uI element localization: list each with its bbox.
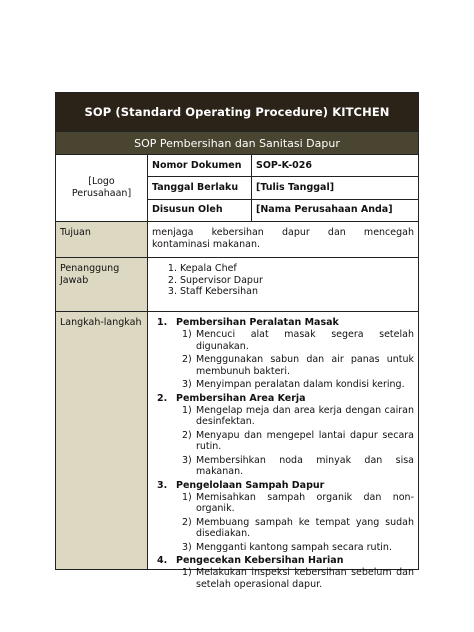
step-subitem [182,430,414,453]
subitem-number: 3) [182,379,192,390]
subitem-number: 1) [182,329,192,340]
tujuan-text: menjaga kebersihan dapur dan mencegah kontaminasi makanan. [152,227,414,250]
document-info-table [148,155,418,221]
step-subitem [182,455,414,478]
subitem-number: 2) [182,429,192,441]
step-number: 4. [157,555,168,566]
subitem-text: Mencuci alat masak segera setelah digunakan. [196,329,414,352]
step-subitem [182,542,414,554]
list-item: 3. Staff Kebersihan [180,286,418,298]
step-title: Pengelolaan Sampah Dapur [176,479,325,491]
subitem-number: 2) [182,516,192,528]
header-info-row [56,154,418,221]
subitem-text: Menyapu dan mengepel lantai dapur secara rutin. [196,429,414,452]
step-title: Pembersihan Area Kerja [176,392,306,404]
step-subitem [182,405,414,428]
info-key: Nomor Dokumen [148,155,252,176]
subitem-number: 1) [182,404,192,416]
info-key: Disusun Oleh [148,200,252,221]
step-number: 3. [157,479,168,491]
subitem-text: Mengganti kantong sampah secara rutin. [196,541,392,553]
step-number: 1. [157,317,168,328]
step-subitem [182,354,414,377]
step-subitem [182,379,414,391]
logo-placeholder: [Logo Perusahaan] [56,155,148,221]
langkah-row [56,311,418,590]
step-subitem [182,517,414,540]
steps-list [148,312,418,590]
subitem-text: Menyimpan peralatan dalam kondisi kering. [196,379,405,390]
step-subitem [182,329,414,352]
info-row-disusun [148,200,418,221]
subitem-text: Melakukan inspeksi kebersihan sebelum dan setelah operasional dapur. [196,567,414,590]
subitem-number: 3) [182,454,192,466]
subitem-number: 2) [182,354,192,365]
document-title: SOP (Standard Operating Procedure) KITCHEN [56,93,418,131]
info-row-tanggal [148,177,418,199]
subitem-text: Membuang sampah ke tempat yang sudah disediakan. [196,516,414,539]
subitem-text: Mengelap meja dan area kerja dengan cairan desinfektan. [196,404,414,427]
step-subitem [182,492,414,515]
sop-document [55,92,419,590]
list-item: 2. Supervisor Dapur [180,275,418,287]
info-row-nomor [148,155,418,177]
step-heading [154,317,414,329]
tujuan-row [56,221,418,257]
step-title: Pembersihan Peralatan Masak [176,317,339,328]
step-heading [154,393,414,405]
penanggung-jawab-list [148,258,418,298]
subitem-number: 1) [182,491,192,503]
info-value: [Nama Perusahaan Anda] [256,204,393,216]
step-number: 2. [157,392,168,404]
tujuan-label: Tujuan [56,222,148,257]
penanggung-jawab-label: Penanggung Jawab [56,258,148,311]
subitem-text: Menggunakan sabun dan air panas untuk membunuh bakteri. [196,354,414,377]
subitem-text: Memisahkan sampah organik dan non-organik. [196,491,414,514]
step-heading [154,555,414,567]
subitem-number: 1) [182,567,192,578]
list-item: 1. Kepala Chef [180,263,418,275]
info-key: Tanggal Berlaku [148,177,252,198]
info-value: [Tulis Tanggal] [256,181,335,193]
step-title: Pengecekan Kebersihan Harian [176,555,344,566]
penanggung-jawab-row [56,257,418,311]
subitem-number: 3) [182,541,192,553]
step-heading [154,480,414,492]
step-subitem [182,567,414,590]
info-value: SOP-K-026 [256,159,312,171]
langkah-label: Langkah-langkah [56,312,148,569]
document-subtitle: SOP Pembersihan dan Sanitasi Dapur [56,131,418,154]
subitem-text: Membersihkan noda minyak dan sisa makanan. [196,454,414,477]
